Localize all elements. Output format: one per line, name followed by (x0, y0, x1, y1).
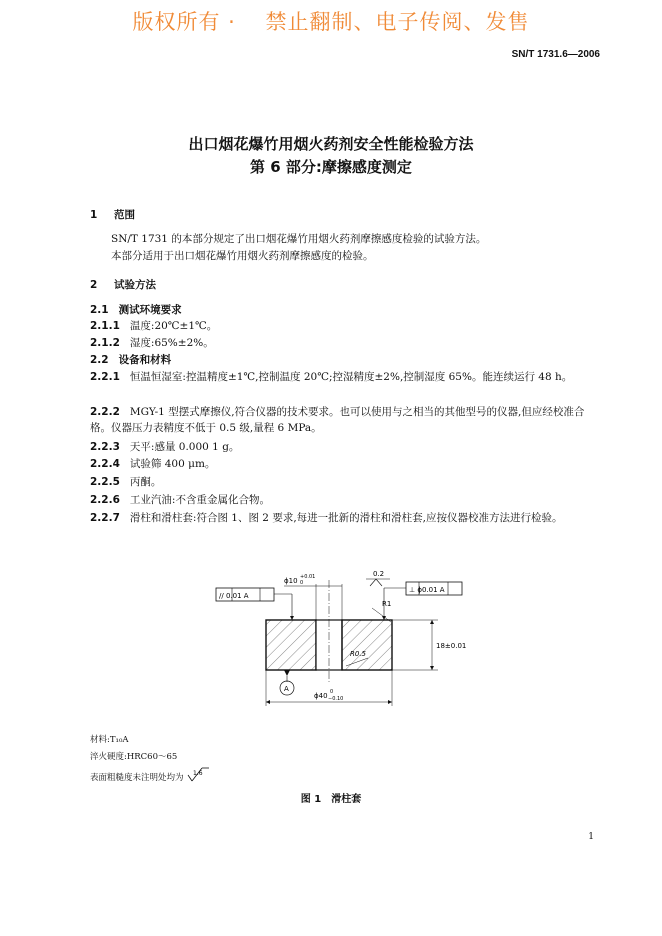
clause-2-1-2 (90, 335, 602, 351)
clause-number: 2.2.5 (90, 476, 120, 488)
material-note: 材料:T₁₀A (90, 735, 129, 745)
section-number: 1 (90, 209, 98, 221)
document-title: 出口烟花爆竹用烟火药剂安全性能检验方法 (188, 135, 474, 153)
parallel-tolerance-label: // 0.01 A (219, 592, 249, 600)
bore-tolerance-lower: 0 (300, 580, 304, 586)
section-title: 试验方法 (114, 279, 156, 291)
figure-caption: 图 1 滑柱套 (300, 794, 362, 805)
hardness-note: 淬火硬度:HRC60～65 (90, 752, 178, 762)
section-number: 2.1 (90, 304, 109, 316)
clause-number: 2.2.7 (90, 512, 120, 524)
section-2-1-heading (90, 302, 182, 317)
flatness-label: 0.2 (373, 570, 385, 578)
clause-number: 2.2.3 (90, 441, 120, 453)
standard-code: SN/T 1731.6—2006 (511, 49, 600, 60)
right-section-hatch (342, 620, 392, 670)
clause-text: 滑柱和滑柱套:符合图 1、图 2 要求,每进一批新的滑柱和滑柱套,应按仪器校准方法进行检验。 (129, 512, 563, 524)
clause-text: 温度:20℃±1℃。 (129, 320, 218, 332)
scope-paragraph-2: 本部分适用于出口烟花爆竹用烟火药剂摩擦感度的检验。 (111, 250, 374, 262)
clause-number: 2.2.2 (90, 406, 120, 418)
roughness-note (90, 767, 210, 783)
left-section-hatch (266, 620, 316, 670)
outer-tolerance-upper: 0 (330, 689, 334, 695)
clause-number: 2.2.1 (90, 371, 120, 383)
clause-text: 工业汽油:不含重金属化合物。 (129, 494, 270, 506)
outer-radius-label: R1 (382, 600, 392, 608)
clause-number: 2.2.6 (90, 494, 120, 506)
clause-number: 2.1.2 (90, 337, 120, 349)
page-number: 1 (588, 832, 594, 842)
clause-text: 试验筛 400 μm。 (129, 458, 216, 470)
outer-tolerance-lower: −0.10 (328, 696, 344, 702)
section-number: 2.2 (90, 354, 109, 366)
document-subtitle: 第 6 部分:摩擦感度测定 (250, 158, 412, 176)
clause-text: 丙酮。 (129, 476, 162, 488)
clause-2-2-5 (90, 474, 602, 490)
clause-2-1-1 (90, 318, 602, 334)
section-number: 2 (90, 279, 98, 291)
section-title: 测试环境要求 (118, 304, 182, 316)
section-title: 设备和材料 (118, 354, 172, 366)
section-1-heading (90, 207, 135, 222)
datum-label: A (284, 685, 289, 693)
bore-diameter-label: ϕ10 (284, 577, 298, 585)
clause-2-2-3 (90, 439, 602, 455)
clause-2-2-4 (90, 456, 602, 472)
clause-text: MGY-1 型摆式摩擦仪,符合仪器的技术要求。也可以使用与之相当的其他型号的仪器,但应经校准合格。仪器压力表精度不低于 0.5 级,量程 6 MPa。 (90, 406, 585, 434)
section-title: 范围 (114, 209, 135, 221)
section-2-heading (90, 277, 156, 292)
roughness-text: 表面粗糙度未注明处均为 (90, 773, 184, 783)
roughness-value: 1.6 (193, 770, 203, 777)
clause-text: 恒温恒湿室:控温精度±1℃,控制温度 20℃;控湿精度±2%,控制湿度 65%。能连续运行 48 h。 (129, 371, 573, 383)
clause-2-2-1 (90, 369, 602, 385)
clause-2-2-6 (90, 492, 602, 508)
copyright-watermark: 版权所有 · 禁止翻制、电子传阅、发售 (132, 10, 530, 34)
scope-paragraph-1: SN/T 1731 的本部分规定了出口烟花爆竹用烟火药剂摩擦感度检验的试验方法。 (111, 233, 487, 245)
outer-diameter-label: ϕ40 (314, 692, 328, 700)
section-2-2-heading (90, 352, 171, 367)
clause-2-2-7 (90, 510, 602, 526)
inner-radius-label: R0.5 (350, 650, 366, 658)
clause-number: 2.2.4 (90, 458, 120, 470)
perpendicularity-label: ⊥ ϕ0.01 A (409, 586, 445, 594)
clause-2-2-2 (90, 404, 602, 436)
height-dimension-label: 18±0.01 (436, 642, 467, 650)
roughness-symbol-icon (186, 767, 210, 783)
clause-text: 湿度:65%±2%。 (129, 337, 214, 349)
clause-number: 2.1.1 (90, 320, 120, 332)
bore-tolerance-upper: +0.01 (300, 574, 316, 580)
clause-text: 天平:感量 0.000 1 g。 (129, 441, 240, 453)
sleeve-technical-drawing (200, 566, 500, 716)
